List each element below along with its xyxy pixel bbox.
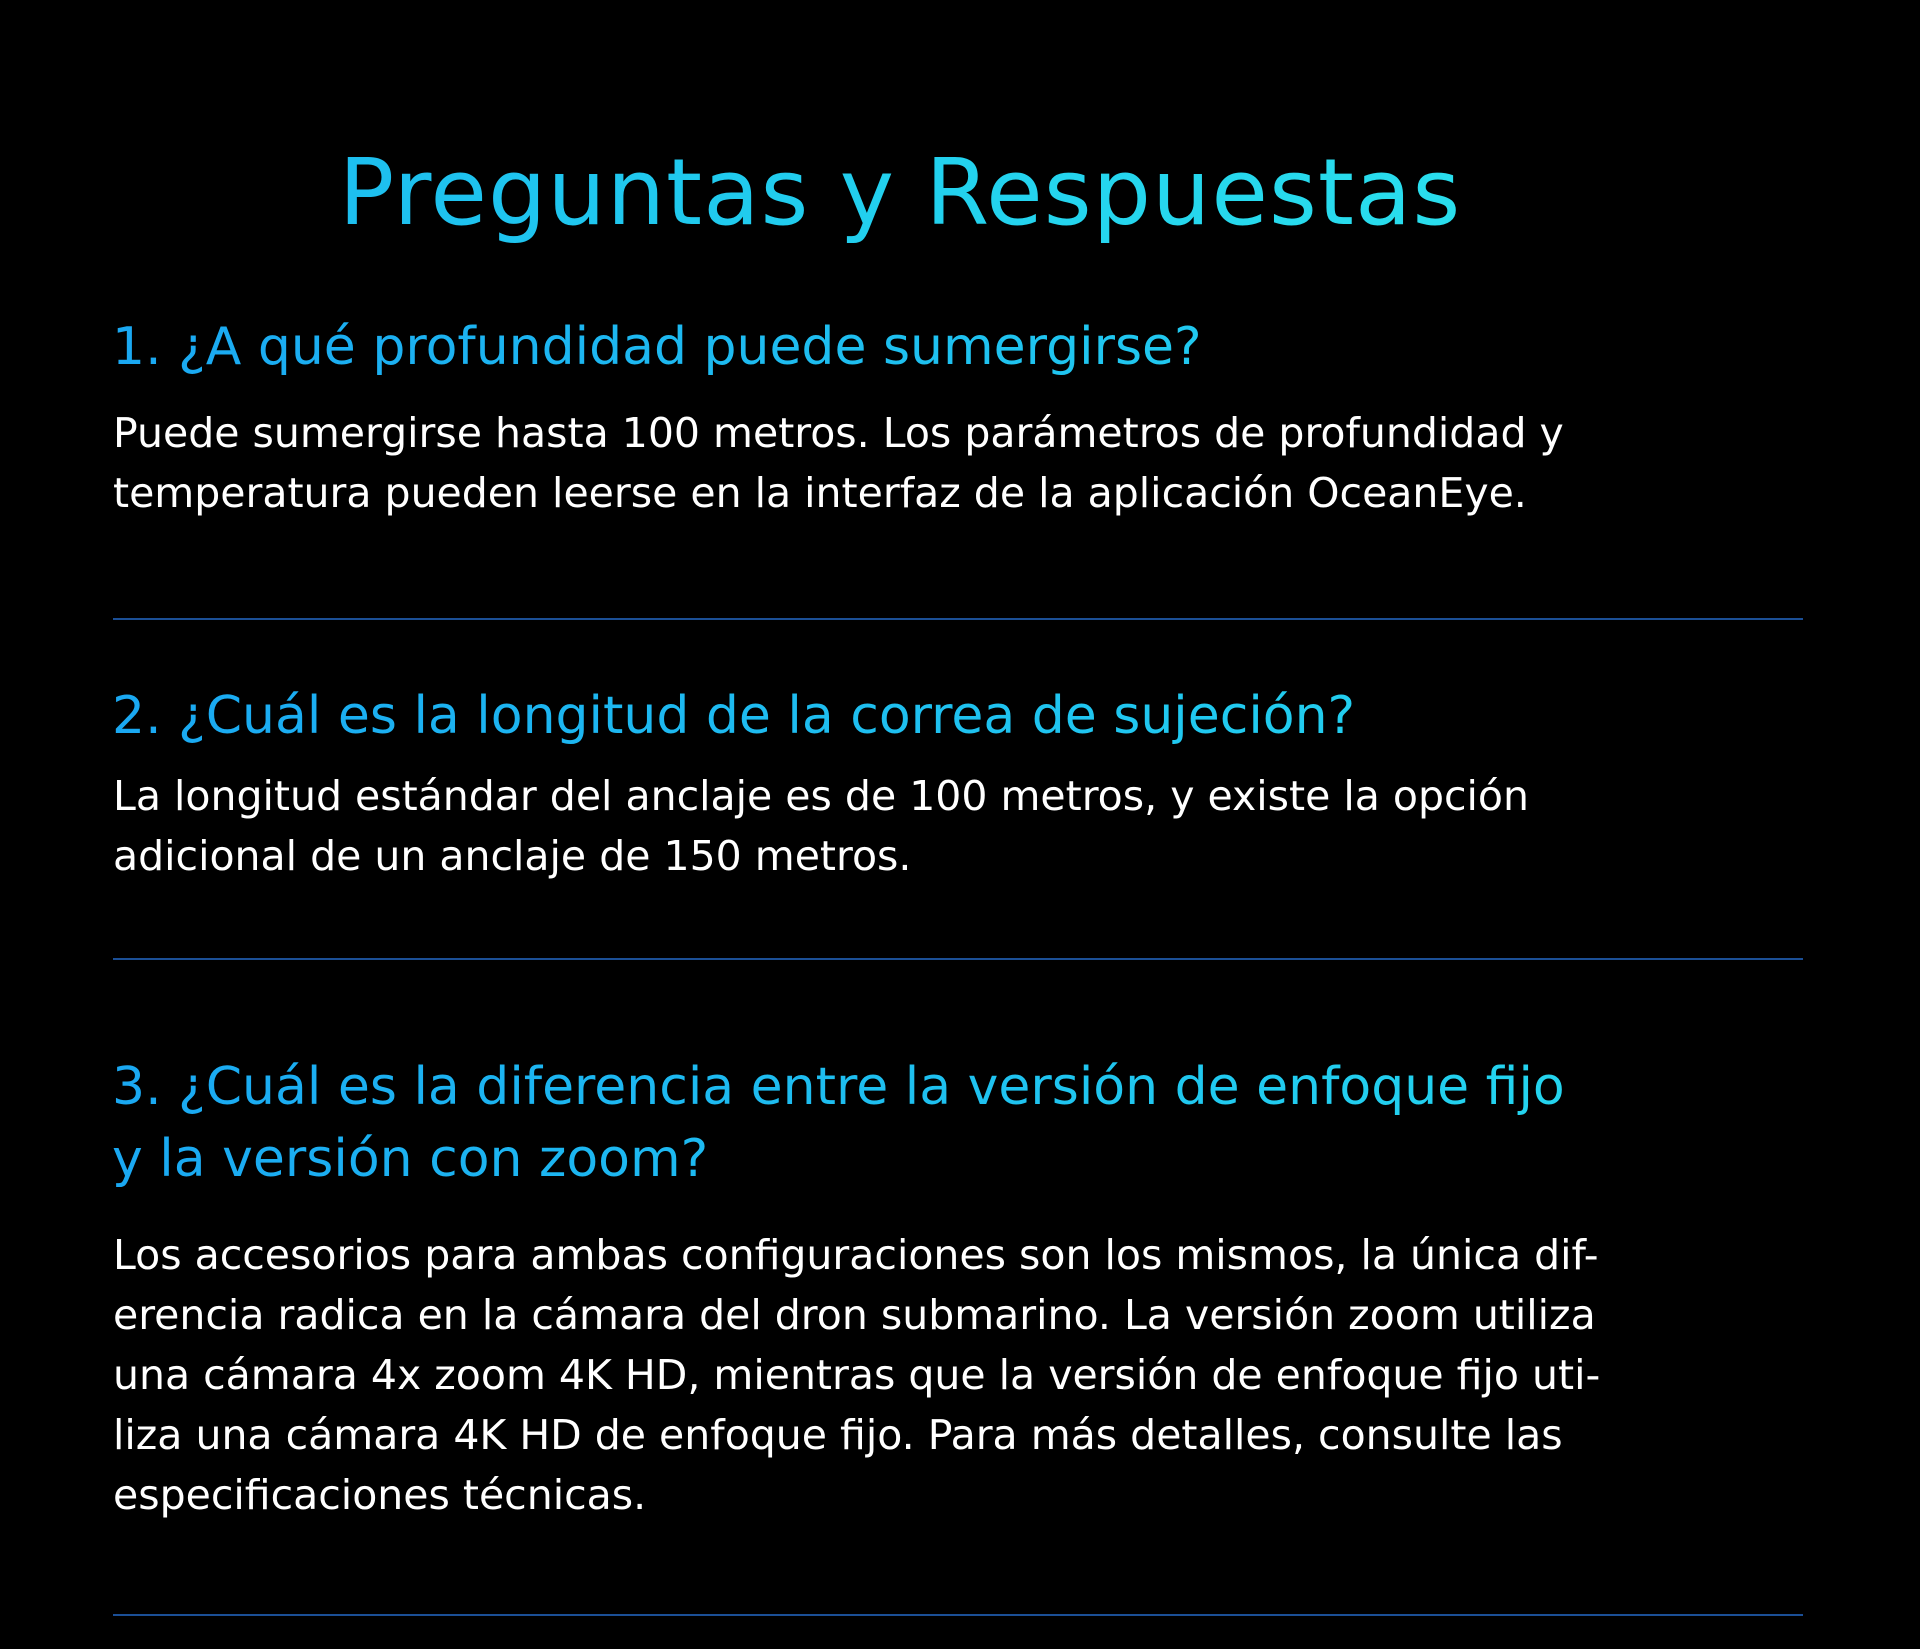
faq-question-3-line-1: 3. ¿Cuál es la diferencia entre la versión de enfoque fijo (112, 1057, 1565, 1117)
faq-divider-2 (113, 958, 1803, 960)
faq-answer-3-line-3: una cámara 4x zoom 4K HD, mientras que la versión de enfoque fijo uti- (113, 1351, 1601, 1399)
faq-answer-2-line-2: adicional de un anclaje de 150 metros. (113, 832, 912, 880)
faq-question-3 (112, 1051, 1812, 1195)
faq-answer-3-line-5: especificaciones técnicas. (113, 1471, 647, 1519)
faq-answer-2-line-1: La longitud estándar del anclaje es de 100 metros, y existe la opción (113, 772, 1530, 820)
faq-answer-1-line-1: Puede sumergirse hasta 100 metros. Los parámetros de profundidad y (113, 409, 1564, 457)
faq-divider-3 (113, 1614, 1803, 1616)
faq-answer-2 (113, 766, 1833, 886)
faq-question-2 (112, 680, 1812, 752)
faq-answer-1-line-2: temperatura pueden leerse en la interfaz de la aplicación OceanEye. (113, 469, 1527, 517)
faq-question-1-line-1: 1. ¿A qué profundidad puede sumergirse? (112, 317, 1202, 377)
faq-question-2-line-1: 2. ¿Cuál es la longitud de la correa de sujeción? (112, 686, 1356, 746)
faq-answer-3-line-2: erencia radica en la cámara del dron submarino. La versión zoom utiliza (113, 1291, 1596, 1339)
faq-answer-1 (113, 403, 1833, 523)
faq-answer-3-line-4: liza una cámara 4K HD de enfoque fijo. Para más detalles, consulte las (113, 1411, 1563, 1459)
faq-answer-3-line-1: Los accesorios para ambas configuraciones son los mismos, la única dif- (113, 1231, 1599, 1279)
faq-question-1 (112, 311, 1812, 383)
faq-divider-1 (113, 618, 1803, 620)
faq-answer-3 (113, 1225, 1833, 1525)
faq-question-3-line-2: y la versión con zoom? (112, 1129, 709, 1189)
page-title: Preguntas y Respuestas (0, 138, 1800, 248)
